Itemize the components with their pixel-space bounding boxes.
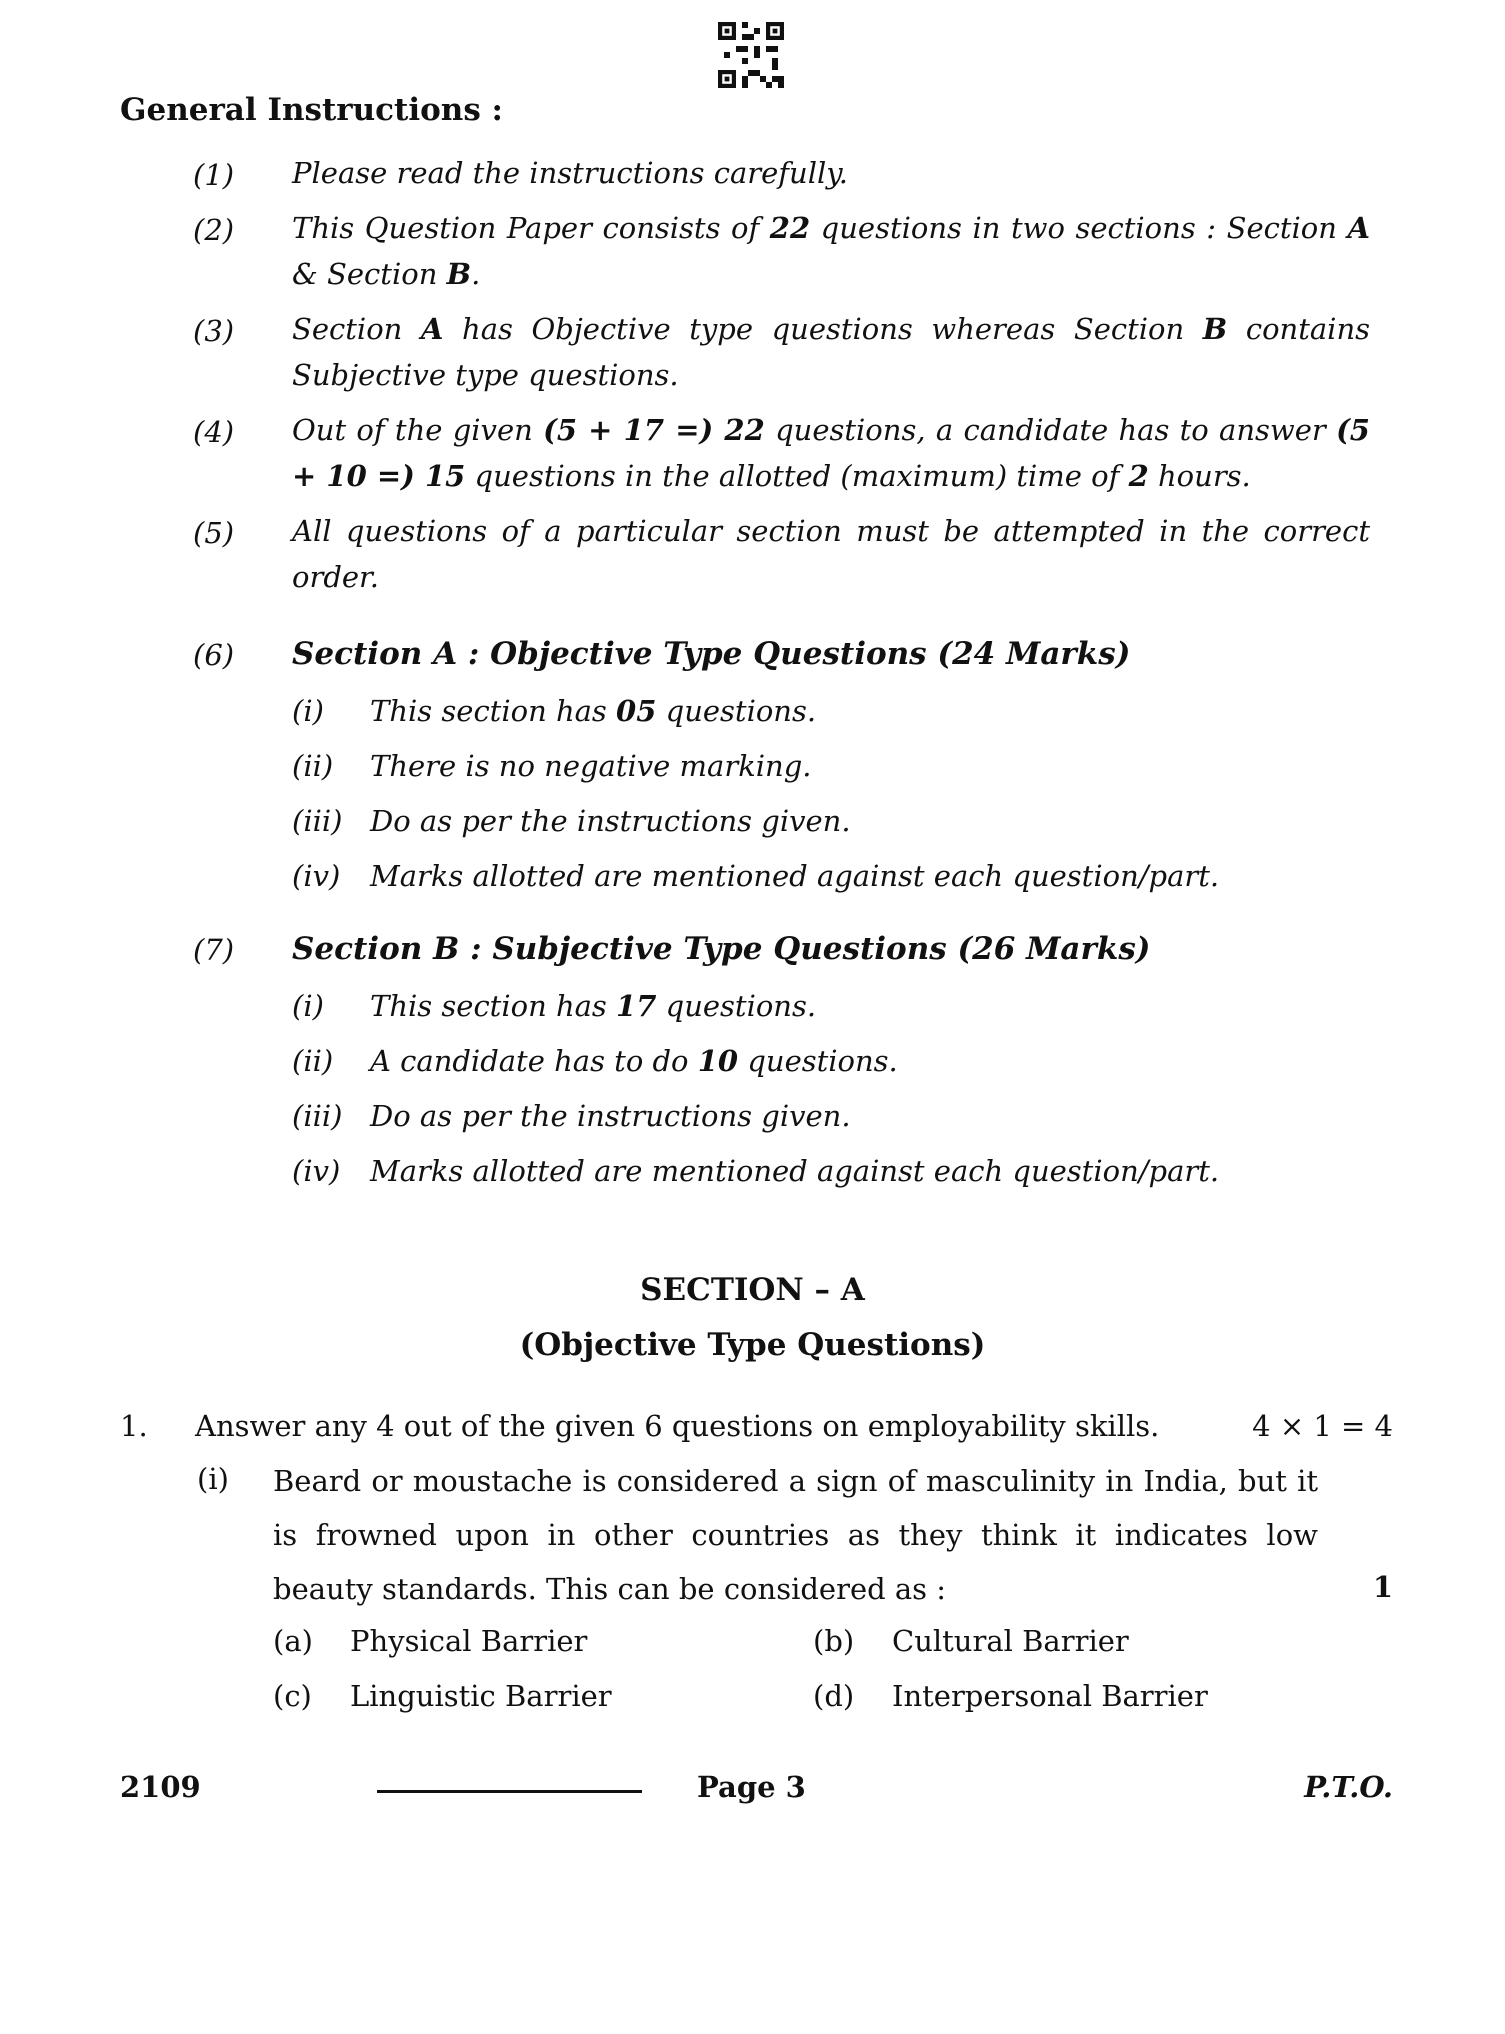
instruction-text: All questions of a particular section must be attempted in the correct order. — [292, 514, 1370, 594]
sub-instruction-text: Marks allotted are mentioned against each question/part. — [370, 1154, 1220, 1188]
sub-instruction-text: This section has 05 questions. — [370, 694, 817, 728]
section-b-heading: Section B : Subjective Type Questions (26 Marks) — [292, 931, 1151, 967]
sub-instruction-text: Do as per the instructions given. — [370, 804, 851, 838]
sub-instruction-number: (i) — [292, 694, 324, 728]
sub-instruction-text: This section has 17 questions. — [370, 989, 817, 1023]
instruction-text: Out of the given (5 + 17 =) 22 questions, a candidate has to answer (5 + 10 =) 15 questions in the allotted (maximum) time of 2 hours. — [292, 413, 1370, 493]
option-text: Cultural Barrier — [892, 1624, 1129, 1658]
option-text: Physical Barrier — [350, 1624, 588, 1658]
sub-instruction-number: (ii) — [292, 749, 334, 783]
sub-instruction-number: (iv) — [292, 1154, 341, 1188]
please-turn-over: P.T.O. — [1304, 1770, 1393, 1804]
sub-question-number: (i) — [197, 1462, 229, 1496]
sub-instruction-number: (iii) — [292, 1099, 343, 1133]
option-label: (a) — [273, 1624, 313, 1658]
sub-instruction-text: Marks allotted are mentioned against each question/part. — [370, 859, 1220, 893]
paper-code: 2109 — [120, 1770, 201, 1804]
page-number: Page 3 — [697, 1770, 806, 1804]
instruction-number: (1) — [193, 158, 235, 192]
instruction-number: (2) — [193, 213, 235, 247]
instruction-number: (7) — [193, 933, 235, 967]
option-text: Linguistic Barrier — [350, 1679, 612, 1713]
option-label: (b) — [813, 1624, 855, 1658]
question-marks: 4 × 1 = 4 — [1252, 1409, 1393, 1443]
instruction-number: (5) — [193, 516, 235, 550]
instruction-text: Please read the instructions carefully. — [292, 156, 849, 190]
instruction-text: This Question Paper consists of 22 questions in two sections : Section A & Section B. — [292, 211, 1370, 291]
qr-code-image — [718, 22, 784, 88]
sub-instruction-number: (i) — [292, 989, 324, 1023]
sub-question-marks: 1 — [1372, 1570, 1393, 1604]
sub-instruction-number: (iv) — [292, 859, 341, 893]
sub-question-text: Beard or moustache is considered a sign of masculinity in India, but it is frowned upon in other countries as they think it indicates low beauty standards. This can be considered as : — [273, 1464, 1318, 1606]
section-subtitle: (Objective Type Questions) — [519, 1327, 986, 1363]
instruction-number: (6) — [193, 638, 235, 672]
instruction-text: Section A has Objective type questions whereas Section B contains Subjective type questions. — [292, 312, 1371, 392]
option-text: Interpersonal Barrier — [892, 1679, 1208, 1713]
general-instructions-title: General Instructions : — [120, 92, 504, 128]
sub-instruction-text: A candidate has to do 10 questions. — [370, 1044, 898, 1078]
instruction-number: (3) — [193, 314, 235, 348]
footer-divider — [377, 1790, 642, 1793]
sub-instruction-number: (iii) — [292, 804, 343, 838]
option-label: (c) — [273, 1679, 312, 1713]
section-title: SECTION – A — [640, 1272, 865, 1308]
instruction-number: (4) — [193, 415, 235, 449]
sub-instruction-number: (ii) — [292, 1044, 334, 1078]
question-number: 1. — [120, 1409, 148, 1443]
question-text: Answer any 4 out of the given 6 questions on employability skills. — [195, 1409, 1160, 1443]
sub-instruction-text: Do as per the instructions given. — [370, 1099, 851, 1133]
section-a-heading: Section A : Objective Type Questions (24 Marks) — [292, 636, 1131, 672]
sub-instruction-text: There is no negative marking. — [370, 749, 812, 783]
option-label: (d) — [813, 1679, 855, 1713]
